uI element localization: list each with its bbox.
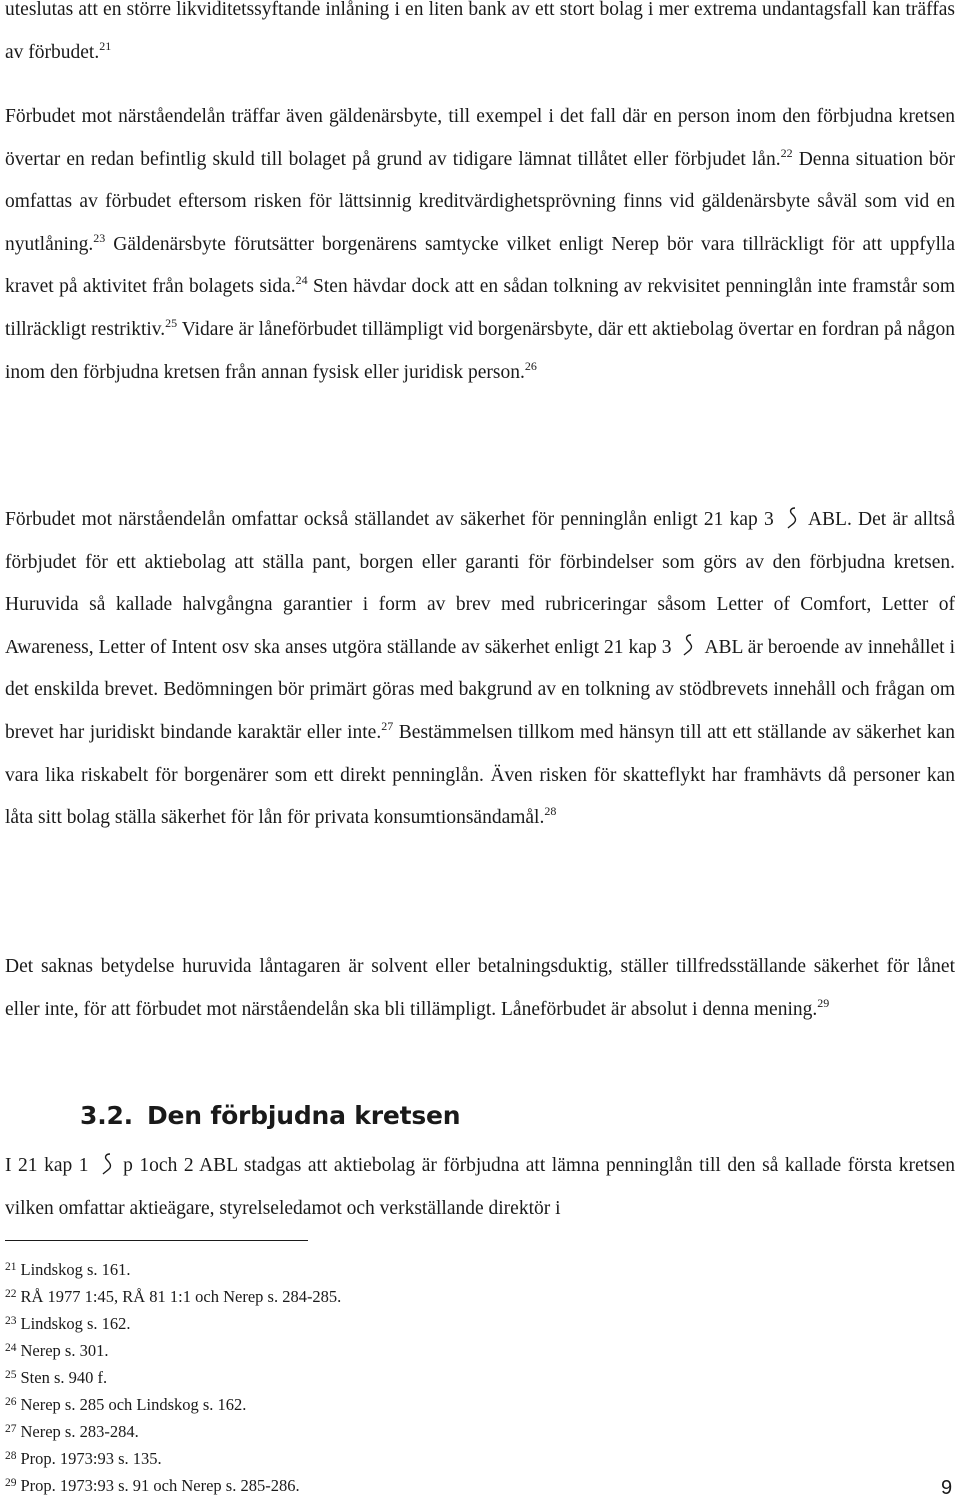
footnote-ref[interactable]: 28 — [544, 804, 557, 819]
footnote-text: Lindskog s. 161. — [20, 1260, 131, 1279]
paragraph-text: p 1och 2 ABL stadgas att aktiebolag är förbjudna att lämna penninglån till den så kallade första kretsen vilken omfattar aktieägare, styrelseledamot och verkställande direktör i — [5, 1155, 956, 1219]
footnote-item — [5, 1471, 905, 1498]
footnote-item — [5, 1255, 905, 1282]
paragraph-text: Sten hävdar dock att en sådan tolkning av rekvisitet penninglån inte framstår som tillräckligt restriktiv. — [5, 276, 955, 340]
paragraph-text: Denna situation bör omfattas av förbudet eftersom risken för lättsinnig kreditvärdighetsprövning finns vid gäldenärsbyte såväl som vid en nyutlåning. — [5, 148, 955, 255]
section-number: 3.2. — [80, 1101, 133, 1130]
footnote-ref[interactable]: 23 — [93, 230, 106, 245]
footnote-number: 24 — [5, 1342, 17, 1354]
paragraph-text: ABL är beroende av innehållet i det enskilda brevet. Bedömningen bör primärt göras med bakgrund av en tolkning av stödbrevets innehåll och frågan om brevet har juridiskt bindande karaktär eller inte. — [5, 636, 956, 743]
paragraph-text: Förbudet mot närståendelån träffar även gäldenärsbyte, till exempel i det fall där en person inom den förbjudna kretsen övertar en redan befintlig skuld till bolaget på grund av tidigare lämnat tillåtet eller förbjudet lån. — [5, 106, 955, 170]
footnote-separator — [5, 1240, 308, 1241]
footnote-text: Sten s. 940 f. — [20, 1368, 108, 1387]
footnote-number: 27 — [5, 1423, 17, 1435]
footnote-ref[interactable]: 27 — [381, 718, 394, 733]
footnote-ref[interactable]: 26 — [524, 358, 537, 373]
paragraph-text: Bestämmelsen tillkom med hänsyn till att ett ställande av säkerhet kan vara lika riskabelt för borgenärer som ett direkt penninglån. Även risken för skatteflykt har framhävts då personer kan låta sitt bolag ställa säkerhet för lån för privata konsumtionsändamål. — [5, 721, 955, 829]
section-heading — [80, 1101, 460, 1130]
footnote-text: Lindskog s. 162. — [20, 1314, 131, 1333]
section-sign-icon — [676, 633, 704, 653]
footnote-ref[interactable]: 22 — [780, 145, 793, 160]
section-sign-icon — [780, 506, 808, 526]
section-sign-icon — [95, 1152, 123, 1172]
footnote-text: Nerep s. 285 och Lindskog s. 162. — [20, 1395, 247, 1414]
paragraph-3 — [5, 499, 955, 840]
paragraph-text: uteslutas att en större likviditetssyftande inlåning i en liten bank av ett stort bolag i mer extrema undantagsfall kan träffas av förbudet. — [5, 0, 955, 63]
footnote-ref[interactable]: 24 — [295, 273, 308, 288]
footnote-text: Nerep s. 283-284. — [20, 1422, 139, 1441]
footnote-item — [5, 1336, 905, 1363]
footnote-number: 29 — [5, 1477, 17, 1489]
footnote-list — [5, 1255, 905, 1498]
footnote-item — [5, 1444, 905, 1471]
footnote-number: 26 — [5, 1396, 17, 1408]
paragraph-text: Det saknas betydelse huruvida låntagaren är solvent eller betalningsduktig, ställer tillfredsställande säkerhet för lånet eller inte, för att förbudet mot närståendelån ska bli tillämpligt. Låneförbudet är absolut i denna mening. — [5, 956, 955, 1020]
footnote-item — [5, 1390, 905, 1417]
footnote-text: Prop. 1973:93 s. 135. — [20, 1449, 162, 1468]
paragraph-text: Förbudet mot närståendelån omfattar också ställandet av säkerhet för penninglån enligt 21 kap 3 — [5, 509, 774, 530]
footnote-number: 23 — [5, 1315, 17, 1327]
footnote-ref[interactable]: 25 — [165, 315, 178, 330]
footnote-item — [5, 1363, 905, 1390]
paragraph-text: I 21 kap 1 — [5, 1155, 89, 1176]
paragraph-5 — [5, 1145, 955, 1230]
footnote-item — [5, 1309, 905, 1336]
footnote-ref[interactable]: 29 — [817, 995, 830, 1010]
paragraph-4 — [5, 946, 955, 1031]
footnote-item — [5, 1417, 905, 1444]
paragraph-2 — [5, 96, 955, 394]
paragraph-text: ABL. Det är alltså förbjudet för ett aktiebolag att ställa pant, borgen eller garanti för förbindelser som görs av den förbjudna kretsen. Huruvida så kallade halvgångna garantier i form av brev med rubriceringar såsom Letter of Comfort, Letter of Awareness, Letter of Intent osv ska anses utgöra ställande av säkerhet enligt 21 kap 3 — [5, 509, 955, 658]
footnote-number: 25 — [5, 1369, 17, 1381]
section-title: Den förbjudna kretsen — [146, 1101, 461, 1130]
footnote-number: 22 — [5, 1288, 17, 1300]
page-number: 9 — [941, 1477, 953, 1499]
paragraph-text: Gäldenärsbyte förutsätter borgenärens samtycke vilket enligt Nerep bör vara tillräckligt för att uppfylla kravet på aktivitet från bolagets sida. — [5, 233, 955, 298]
paragraph-1 — [5, 0, 955, 74]
footnote-text: Prop. 1973:93 s. 91 och Nerep s. 285-286. — [20, 1476, 300, 1495]
footnote-text: RÅ 1977 1:45, RÅ 81 1:1 och Nerep s. 284-285. — [20, 1287, 342, 1306]
footnote-ref[interactable]: 21 — [99, 38, 112, 53]
paragraph-text: Vidare är låneförbudet tillämpligt vid borgenärsbyte, där ett aktiebolag övertar en fordran på någon inom den förbjudna kretsen från annan fysisk eller juridisk person. — [5, 318, 955, 383]
footnote-text: Nerep s. 301. — [20, 1341, 109, 1360]
footnote-number: 28 — [5, 1450, 17, 1462]
footnote-number: 21 — [5, 1261, 17, 1273]
footnote-item — [5, 1282, 905, 1309]
